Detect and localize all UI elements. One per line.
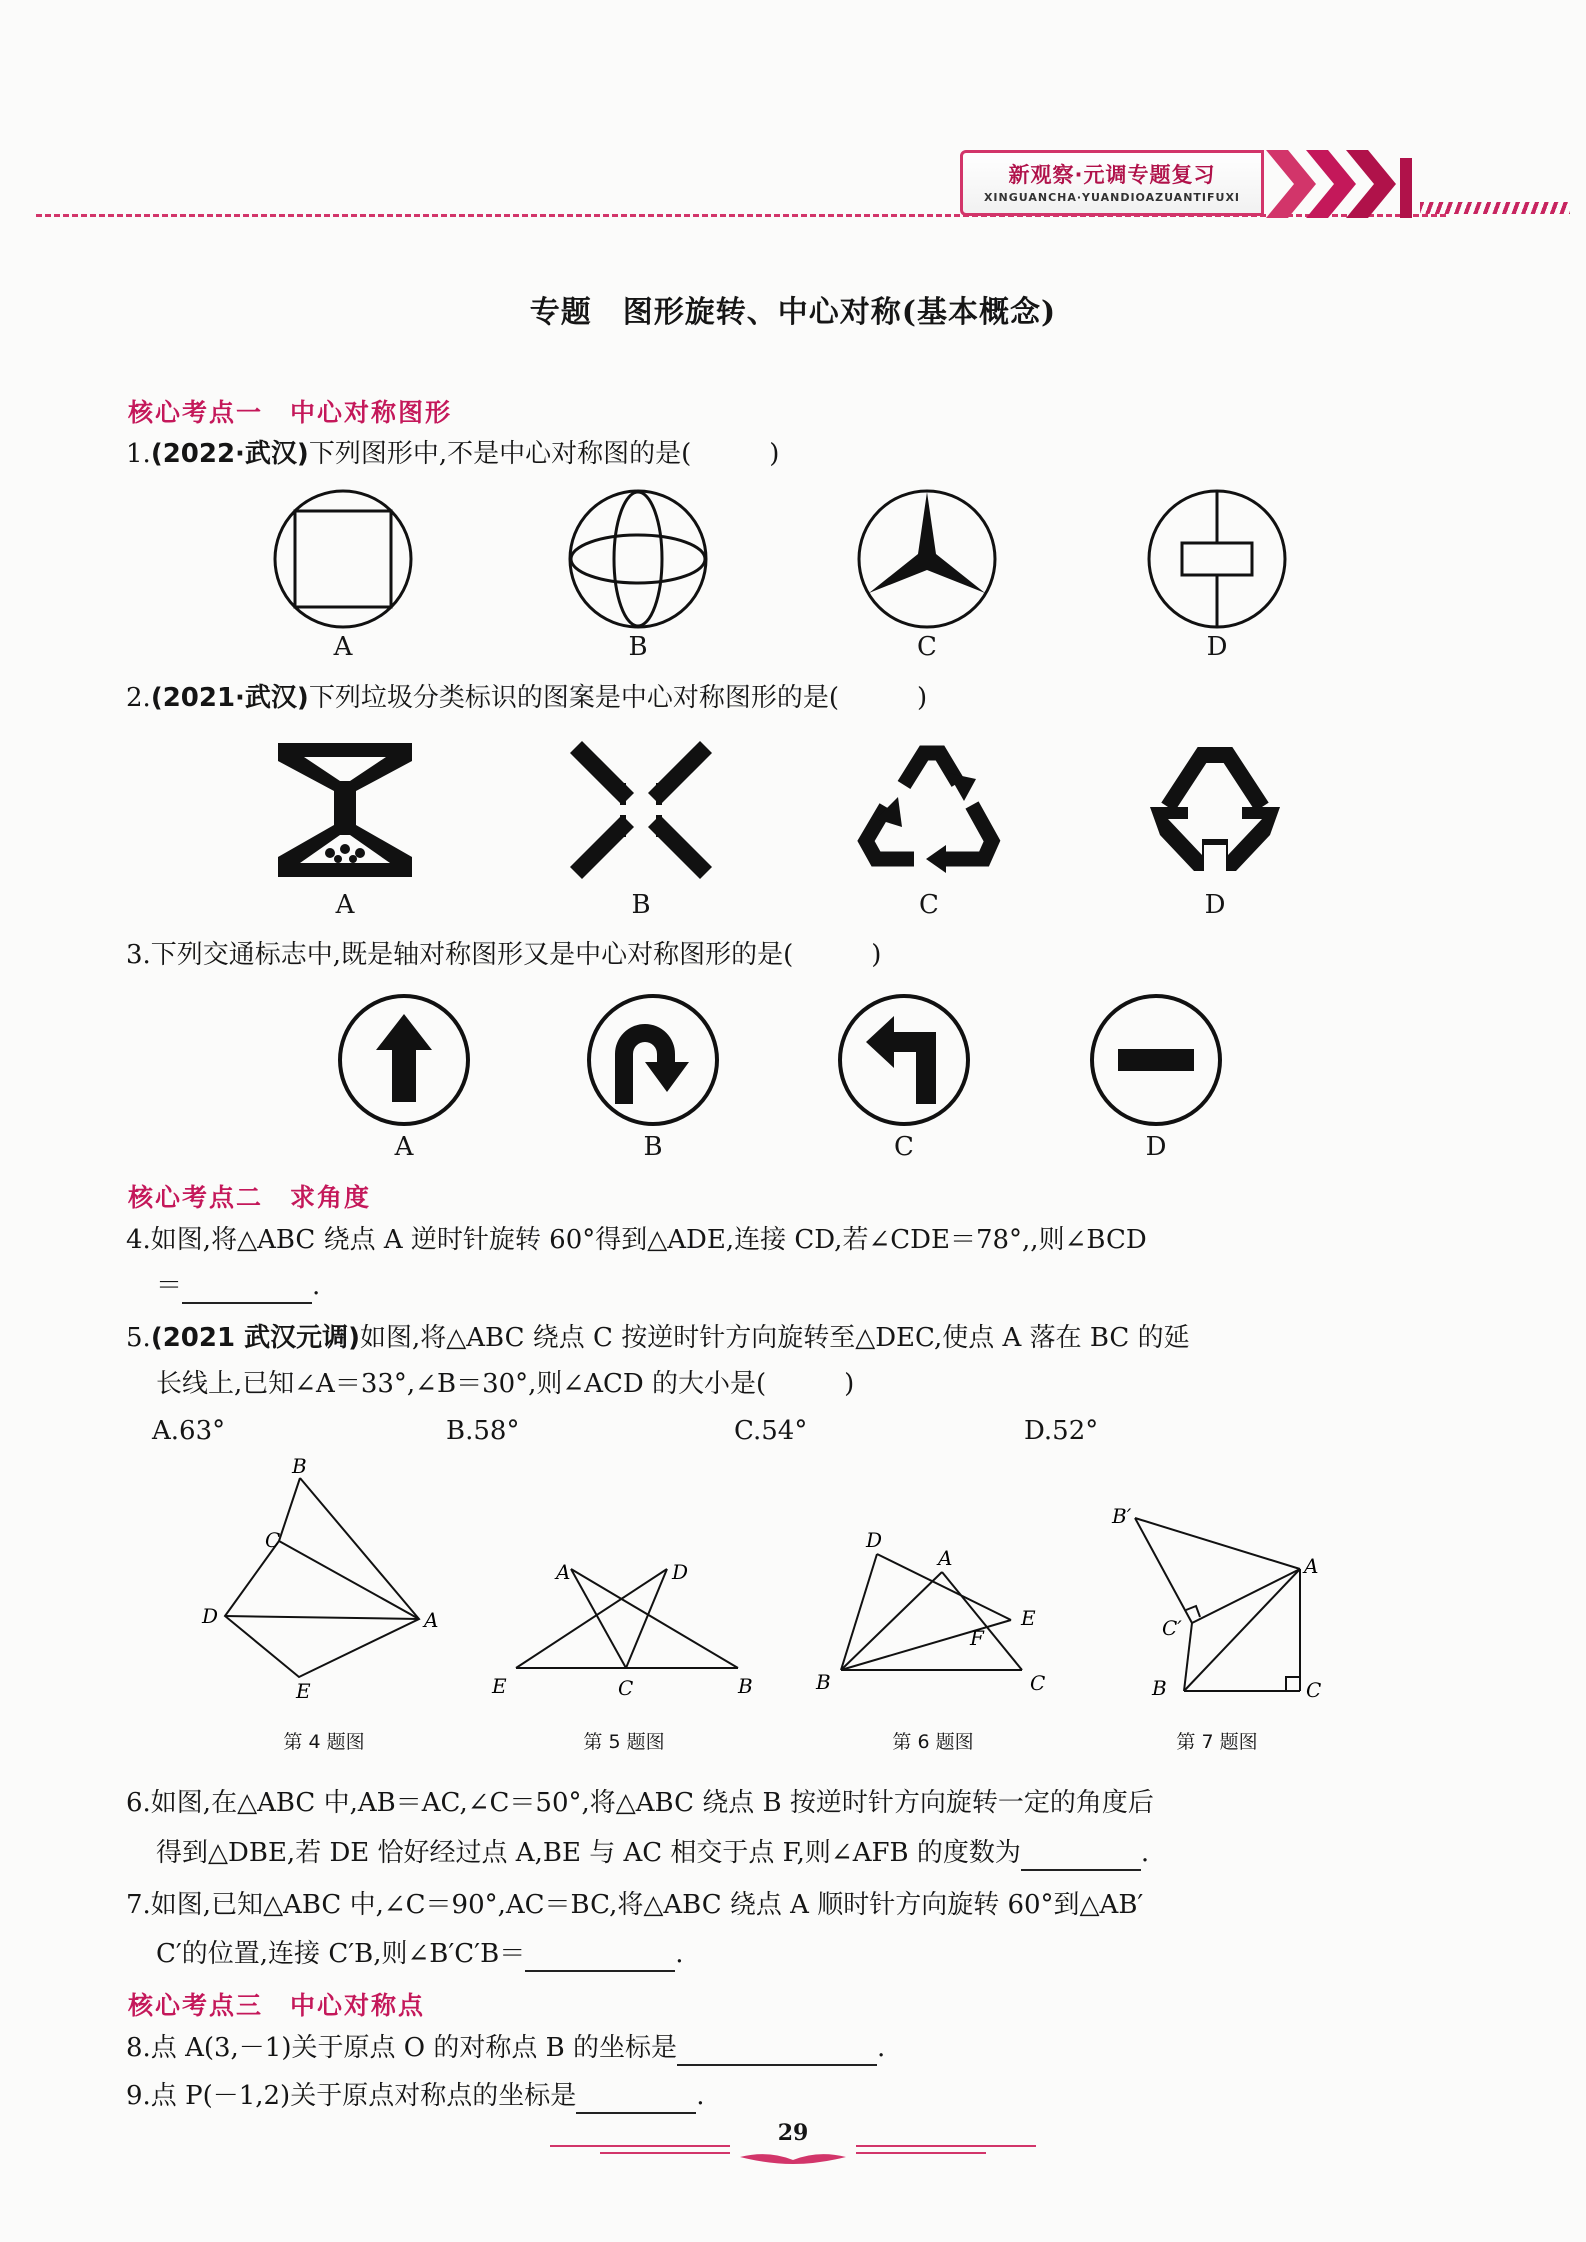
question-8-answer-blank[interactable]: [677, 2036, 877, 2066]
figure-7-caption: 第 7 题图: [1176, 1731, 1258, 1753]
figure-4-point-e: E: [296, 1679, 311, 1703]
q1-figure-d: [1142, 484, 1292, 634]
figure-7-point-b-prime: B′: [1112, 1505, 1132, 1528]
question-1-source: (2022·武汉): [150, 439, 309, 469]
figure-7-point-b: B: [1152, 1676, 1167, 1700]
question-7-line-1: 7.如图,已知△ABC 中,∠C＝90°,AC＝BC,将△ABC 绕点 A 顺时针方向旋转 60°到△AB′: [126, 1890, 1144, 1920]
q3-sign-b-u-turn-icon: [585, 992, 721, 1128]
header-arrows-icon: [1266, 148, 1416, 220]
question-6-line-2: 得到△DBE,若 DE 恰好经过点 A,BE 与 AC 相交于点 F,则∠AFB 的度数为 .: [156, 1835, 1149, 1871]
question-5-text: 如图,将△ABC 绕点 C 按逆时针方向旋转至△DEC,使点 A 落在 BC 的延: [360, 1323, 1190, 1353]
section-heading-2: 核心考点二 求角度: [128, 1183, 372, 1212]
figure-7: [1100, 1505, 1350, 1710]
question-4-line-1: 4.如图,将△ABC 绕点 A 逆时针旋转 60°得到△ADE,连接 CD,若∠CDE＝78°,,则∠BCD: [126, 1225, 1147, 1255]
page-title: 专题 图形旋转、中心对称(基本概念): [529, 295, 1057, 330]
question-2-text: 下列垃圾分类标识的图案是中心对称图形的是( ): [308, 683, 928, 713]
question-2-source: (2021·武汉): [150, 683, 309, 713]
figure-6-point-a: A: [938, 1546, 953, 1570]
q3-sign-d-no-entry-icon: [1088, 992, 1224, 1128]
footer-line-right-2: [856, 2152, 986, 2154]
figure-5-point-a: A: [556, 1560, 571, 1584]
q3-sign-c-left-turn-icon: [836, 992, 972, 1128]
q5-choice-d[interactable]: D.52°: [1024, 1416, 1099, 1446]
question-5-number: 5.: [126, 1323, 151, 1353]
figure-4-point-b: B: [292, 1455, 307, 1478]
question-9-text: 9.点 P(－1,2)关于原点对称点的坐标是: [126, 2081, 577, 2111]
q5-choice-b[interactable]: B.58°: [446, 1416, 520, 1446]
question-9: 9.点 P(－1,2)关于原点对称点的坐标是 .: [126, 2078, 704, 2114]
q3-option-c: C: [894, 1132, 914, 1162]
header-title: 新观察·元调专题复习: [1008, 163, 1216, 187]
figure-7-point-a: A: [1304, 1554, 1319, 1578]
question-1-text: 下列图形中,不是中心对称图的是( ): [308, 439, 780, 469]
figure-6-point-d: D: [866, 1528, 883, 1552]
figure-6-point-e: E: [1021, 1606, 1036, 1630]
question-8: 8.点 A(3,－1)关于原点 O 的对称点 B 的坐标是 .: [126, 2030, 885, 2066]
question-1-number: 1.: [126, 439, 151, 469]
figure-7-point-c-prime: C′: [1162, 1616, 1182, 1640]
header-stripe: [1420, 202, 1570, 214]
figure-5-caption: 第 5 题图: [583, 1731, 665, 1753]
figure-5-point-e: E: [492, 1674, 507, 1698]
section-heading-3: 核心考点三 中心对称点: [128, 1991, 426, 2020]
question-7-answer-blank[interactable]: [525, 1942, 675, 1972]
q2-figure-c-recycle-icon: [854, 735, 1004, 885]
question-7-text: C′的位置,连接 C′B,则∠B′C′B＝: [156, 1939, 526, 1969]
q2-option-d: D: [1204, 890, 1226, 920]
figure-4-point-d: D: [202, 1604, 219, 1628]
q3-option-b: B: [643, 1132, 663, 1162]
q1-figure-b: [563, 484, 713, 634]
question-7-line-2: C′的位置,连接 C′B,则∠B′C′B＝ .: [156, 1936, 683, 1972]
question-1: [126, 436, 779, 472]
q2-figure-a-recycle-icon: [270, 735, 420, 885]
figure-4-caption: 第 4 题图: [283, 1731, 365, 1753]
question-4-answer-blank[interactable]: [182, 1274, 312, 1304]
q3-sign-a-up-arrow-icon: [336, 992, 472, 1128]
q2-figure-b-recycle-icon: [566, 735, 716, 885]
question-2: [126, 680, 927, 716]
figure-6-point-c: C: [1030, 1671, 1046, 1695]
question-6-text: 得到△DBE,若 DE 恰好经过点 A,BE 与 AC 相交于点 F,则∠AFB 的度数为: [156, 1838, 1021, 1868]
question-5-line-1: [126, 1320, 1190, 1356]
q1-figure-a: [268, 484, 418, 634]
figure-6: [800, 1525, 1060, 1710]
question-8-text: 8.点 A(3,－1)关于原点 O 的对称点 B 的坐标是: [126, 2033, 677, 2063]
figure-4-point-a: A: [424, 1608, 439, 1632]
q3-option-a: A: [394, 1132, 414, 1162]
q2-option-b: B: [631, 890, 651, 920]
question-3: 3.下列交通标志中,既是轴对称图形又是中心对称图形的是( ): [126, 940, 882, 970]
q1-option-a: A: [333, 632, 353, 662]
figure-4: [200, 1455, 460, 1710]
header-subtitle: XINGUANCHA·YUANDIOAZUANTIFUXI: [983, 191, 1241, 204]
q1-option-c: C: [917, 632, 937, 662]
question-6-answer-blank[interactable]: [1021, 1841, 1141, 1871]
figure-5-point-d: D: [672, 1560, 689, 1584]
q1-option-b: B: [628, 632, 648, 662]
question-5-line-2: 长线上,已知∠A＝33°,∠B＝30°,则∠ACD 的大小是( ): [156, 1369, 855, 1399]
q2-figure-d-recycle-icon: [1140, 735, 1290, 885]
footer-line-left-2: [600, 2152, 730, 2154]
question-5-source: (2021 武汉元调): [150, 1323, 360, 1353]
figure-6-point-b: B: [816, 1670, 831, 1694]
q2-option-c: C: [919, 890, 939, 920]
figure-4-point-c: C: [265, 1528, 281, 1552]
figure-5-point-c: C: [618, 1676, 634, 1700]
question-4-line-2: ＝ .: [156, 1268, 320, 1304]
figure-6-caption: 第 6 题图: [892, 1731, 974, 1753]
figure-6-point-f: F: [970, 1626, 984, 1650]
question-4-equals: ＝: [156, 1271, 183, 1301]
q1-option-d: D: [1206, 632, 1228, 662]
q5-choice-a[interactable]: A.63°: [152, 1416, 226, 1446]
figure-7-point-c: C: [1306, 1678, 1322, 1702]
figure-5: [480, 1555, 760, 1710]
header-banner: [960, 150, 1264, 216]
footer-line-left: [550, 2145, 730, 2147]
section-heading-1: 核心考点一 中心对称图形: [128, 398, 453, 427]
figure-5-point-b: B: [738, 1674, 753, 1698]
page-number: 29: [777, 2120, 809, 2146]
footer-ornament-icon: [738, 2148, 848, 2166]
q5-choice-c[interactable]: C.54°: [734, 1416, 808, 1446]
q1-figure-c: [852, 484, 1002, 634]
q2-option-a: A: [335, 890, 355, 920]
question-6-line-1: 6.如图,在△ABC 中,AB＝AC,∠C＝50°,将△ABC 绕点 B 按逆时针方向旋转一定的角度后: [126, 1788, 1154, 1818]
q3-option-d: D: [1145, 1132, 1167, 1162]
question-2-number: 2.: [126, 683, 151, 713]
footer-line-right: [856, 2145, 1036, 2147]
question-9-answer-blank[interactable]: [576, 2084, 696, 2114]
